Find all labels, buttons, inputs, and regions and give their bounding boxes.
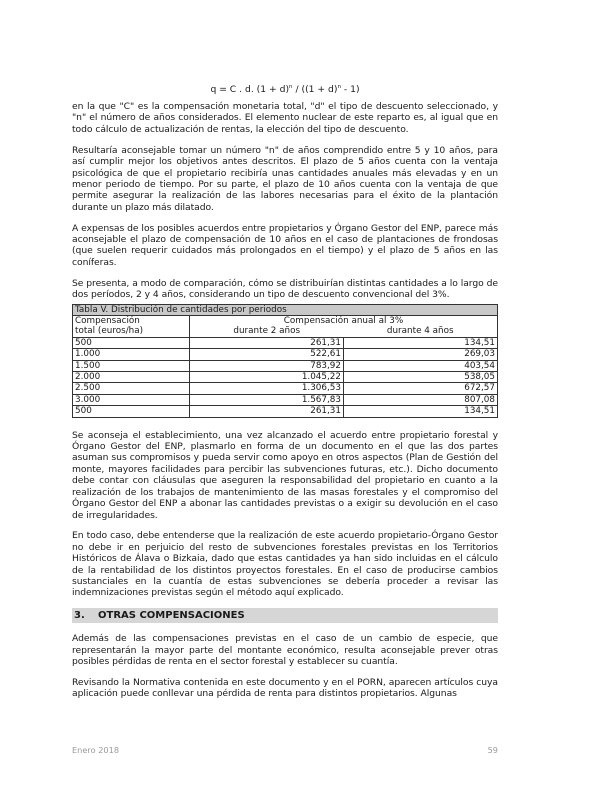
footer-date: Enero 2018 xyxy=(72,745,120,755)
paragraph: En todo caso, debe entenderse que la realización de este acuerdo propietario-Órgano Gestor no debe ir en perjuicio del resto de subvenciones forestales previstas en los Territorios Históricos de Álava o Bizkaia, dado que estas cantidades ya han sido incluidas en el cálculo de la rentabilidad de los distintos proyectos forestales. En el caso de producirse cambios sustanciales en la cuantía de estas subvenciones se debería proceder a revisar las indemnizaciones previstas según el método aquí explicado. xyxy=(72,530,498,599)
table-cell-4-years: 134,51 xyxy=(344,406,498,417)
table-cell-total: 2.000 xyxy=(73,372,190,383)
section-number: 3. xyxy=(74,610,85,622)
table-cell-2-years: 1.306,53 xyxy=(190,383,344,394)
table-cell-total: 1.000 xyxy=(73,349,190,360)
paragraph: Además de las compensaciones previstas en el caso de un cambio de especie, que representarán la mayor parte del montante económico, resulta aconsejable prever otras posibles pérdidas de renta en el sector forestal y establecer su cuantía. xyxy=(72,633,498,668)
table-cell-total: 500 xyxy=(73,337,190,348)
table-subheader-4-years: durante 4 años xyxy=(344,326,498,337)
table-row xyxy=(73,360,498,371)
table-caption: Tabla V. Distribución de cantidades por periodos xyxy=(73,304,498,315)
table-cell-4-years: 403,54 xyxy=(344,360,498,371)
paragraph: Resultaría aconsejable tomar un número "n" de años comprendido entre 5 y 10 años, para así cumplir mejor los objetivos antes descritos. El plazo de 5 años cuenta con la ventaja psicológica de que el propietario recibiría unas cantidades anuales más elevadas y en un menor periodo de tiempo. Por su parte, el plazo de 10 años cuenta con la ventaja de que permite asegurar la realización de las labores necesarias para el éxito de la plantación durante un plazo más dilatado. xyxy=(72,144,498,213)
header-line: total (euros/ha) xyxy=(75,326,144,337)
table-cell-total: 500 xyxy=(73,406,190,417)
page-footer xyxy=(72,745,498,755)
section-title: OTRAS COMPENSACIONES xyxy=(98,610,245,622)
table-cell-4-years: 134,51 xyxy=(344,337,498,348)
table-cell-total: 3.000 xyxy=(73,394,190,405)
formula-part: / ((1 + d) xyxy=(292,84,338,95)
table-cell-4-years: 538,05 xyxy=(344,372,498,383)
formula-part: - 1) xyxy=(340,84,360,95)
paragraph: A expensas de los posibles acuerdos entre propietarios y Órgano Gestor del ENP, parece más aconsejable el plazo de compensación de 10 años en el caso de plantaciones de frondosas (que suelen requerir cuidados más prolongados en el tiempo) y el plazo de 5 años en las coníferas. xyxy=(72,222,498,268)
page-number: 59 xyxy=(487,745,498,755)
table-row xyxy=(73,337,498,348)
table-cell-2-years: 783,92 xyxy=(190,360,344,371)
formula-exponent: n xyxy=(289,84,293,90)
table-row xyxy=(73,394,498,405)
distribution-table xyxy=(72,304,498,418)
table-cell-4-years: 269,03 xyxy=(344,349,498,360)
paragraph: Se aconseja el establecimiento, una vez alcanzado el acuerdo entre propietario forestal y Órgano Gestor del ENP, plasmarlo en forma de un documento en el que las dos partes asuman sus compromisos y pueda servir como apoyo en otros aspectos (Plan de Gestión del monte, mayores facilidades para percibir las subvenciones futuras, etc.). Dicho documento debe contar con cláusulas que aseguren la responsabilidad del propietario en cuanto a la realización de los trabajos de mantenimiento de las masas forestales y el compromiso del Órgano Gestor del ENP a abonar las cantidades previstas o a exigir su devolución en el caso de irregularidades. xyxy=(72,429,498,521)
table-cell-4-years: 672,57 xyxy=(344,383,498,394)
paragraph: Revisando la Normativa contenida en este documento y en el PORN, aparecen artículos cuya aplicación puede conllevar una pérdida de renta para distintos propietarios. Algunas xyxy=(72,677,498,700)
paragraph: Se presenta, a modo de comparación, cómo se distribuirían distintas cantidades a lo largo de dos períodos, 2 y 4 años, considerando un tipo de descuento convencional del 3%. xyxy=(72,277,498,301)
table-subheader-2-years: durante 2 años xyxy=(190,326,344,337)
table-cell-2-years: 522,61 xyxy=(190,349,344,360)
table-row xyxy=(73,372,498,383)
table-cell-2-years: 261,31 xyxy=(190,337,344,348)
table-header-total xyxy=(73,316,190,338)
table-cell-total: 1.500 xyxy=(73,360,190,371)
header-line: Compensación xyxy=(75,316,140,326)
table-row xyxy=(73,349,498,360)
formula-part: q = C . d. (1 + d) xyxy=(210,84,290,95)
table-cell-total: 2.500 xyxy=(73,383,190,394)
table-cell-2-years: 1.567,83 xyxy=(190,394,344,405)
table-group-header: Compensación anual al 3% xyxy=(190,316,498,327)
section-heading xyxy=(72,608,498,623)
table-cell-2-years: 1.045,22 xyxy=(190,372,344,383)
document-page xyxy=(72,84,498,709)
table-row xyxy=(73,383,498,394)
paragraph: en la que "C" es la compensación monetaria total, "d" el tipo de descuento seleccionado, y "n" el número de años considerados. El elemento nuclear de este reparto es, al igual que en todo cálculo de actualización de rentas, la elección del tipo de descuento. xyxy=(72,101,498,135)
table-row xyxy=(73,406,498,417)
table-cell-2-years: 261,31 xyxy=(190,406,344,417)
formula xyxy=(72,84,498,95)
table-cell-4-years: 807,08 xyxy=(344,394,498,405)
formula-exponent: n xyxy=(337,84,341,90)
